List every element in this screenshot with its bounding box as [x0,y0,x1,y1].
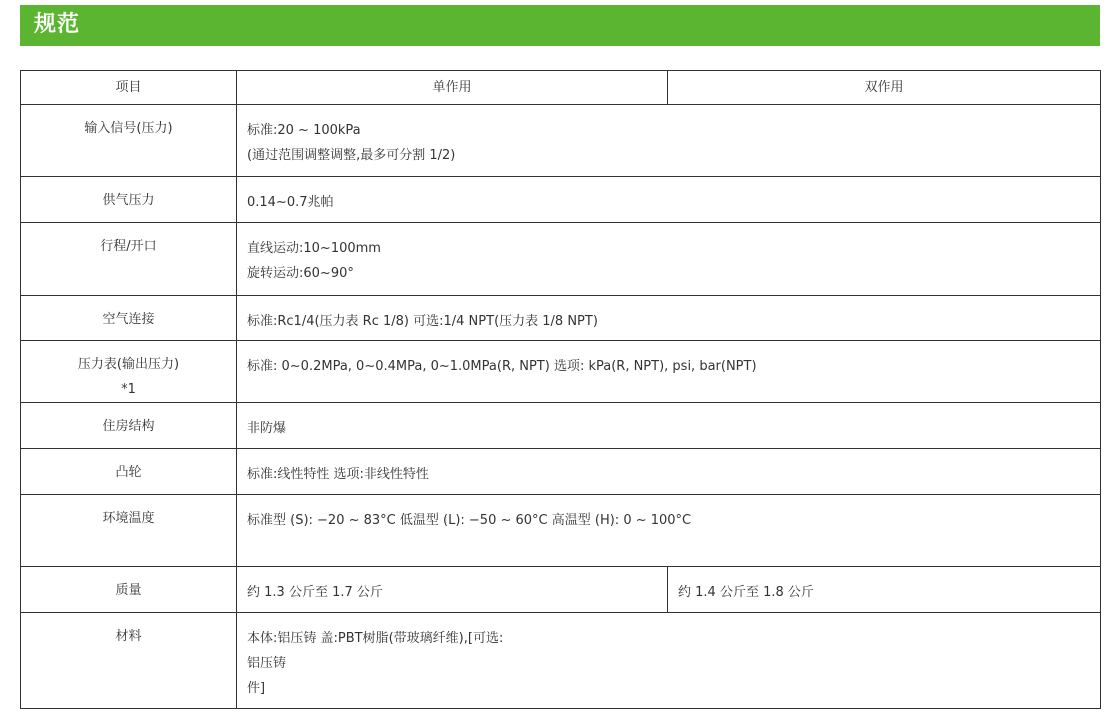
row-value-double-acting: 约 1.4 公斤至 1.8 公斤 [668,567,1101,613]
row-label: 质量 [21,567,237,613]
header-item: 项目 [21,71,237,105]
row-value: 标准型 (S): −20 ~ 83°C 低温型 (L): −50 ~ 60°C 高温型 (H): 0 ~ 100°C [237,495,1101,567]
row-label: 供气压力 [21,177,237,223]
row-value: 本体:铝压铸 盖:PBT树脂(带玻璃纤维),[可选: 铝压铸 件] [237,613,1101,709]
row-value: 标准:Rc1/4(压力表 Rc 1/8) 可选:1/4 NPT(压力表 1/8 NPT) [237,296,1101,341]
row-label: 住房结构 [21,403,237,449]
table-row [21,105,1101,177]
row-value: 直线运动:10~100mm 旋转运动:60~90° [237,223,1101,296]
section-title: 规范 [34,12,81,37]
row-value: 非防爆 [237,403,1101,449]
table-row [21,296,1101,341]
row-value: 标准:20 ~ 100kPa (通过范围调整调整,最多可分割 1/2) [237,105,1101,177]
row-label: 输入信号(压力) [21,105,237,177]
row-label: 行程/开口 [21,223,237,296]
row-label: 凸轮 [21,449,237,495]
row-value: 标准: 0~0.2MPa, 0~0.4MPa, 0~1.0MPa(R, NPT) 选项: kPa(R, NPT), psi, bar(NPT) [237,341,1101,403]
table-row [21,177,1101,223]
header-single-acting: 单作用 [237,71,668,105]
table-row [21,403,1101,449]
row-value-single-acting: 约 1.3 公斤至 1.7 公斤 [237,567,668,613]
header-double-acting: 双作用 [668,71,1101,105]
row-value: 标准:线性特性 选项:非线性特性 [237,449,1101,495]
spec-table [20,70,1101,709]
table-row [21,613,1101,709]
row-label: 空气连接 [21,296,237,341]
row-label: 材料 [21,613,237,709]
row-label: 压力表(输出压力) *1 [21,341,237,403]
section-header-bar [20,5,1100,46]
table-row [21,223,1101,296]
row-label: 环境温度 [21,495,237,567]
table-header-row [21,71,1101,105]
row-value: 0.14~0.7兆帕 [237,177,1101,223]
table-row [21,567,1101,613]
table-row [21,341,1101,403]
table-row [21,495,1101,567]
table-row [21,449,1101,495]
